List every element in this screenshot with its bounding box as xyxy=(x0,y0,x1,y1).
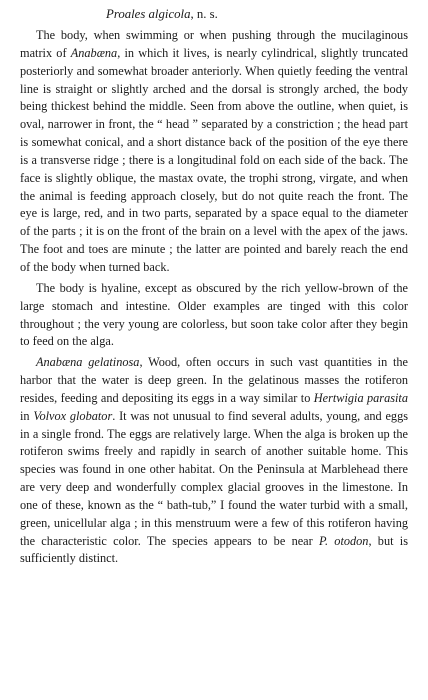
text-segment: The body is hyaline, except as obscured by the rich yellow-brown of the large stomach and intestine. Older examples are tinged with this color throughout ; the very young are colorless, but soon take color after they begin to feed on the alga. xyxy=(20,280,408,349)
text-segment: in xyxy=(20,408,34,423)
text-segment: , but is sufficiently distinct. xyxy=(20,533,408,566)
species-suffix: , n. s. xyxy=(190,7,218,21)
taxon-name: P. otodon xyxy=(319,533,369,548)
paragraph-3 xyxy=(20,354,408,568)
species-name: Proales algicola xyxy=(106,7,191,21)
taxon-name: Anabæna gelatinosa xyxy=(36,355,140,370)
text-segment: The body, when swimming or when pushing through the mucilaginous matrix of xyxy=(20,28,408,60)
text-segment: , Wood, often occurs in such vast quantities in the harbor that the water is deep green. In the gelatinous masses the rotiferon resides, feeding and depositing its eggs in a way similar to xyxy=(20,355,409,405)
text-segment: , in which it lives, is nearly cylindrical, slightly truncated posteriorly and somewhat broader anteriorly. When quietly feeding the ventral line is straight or slightly arched and the dorsal is strongly arched, the body being thickest behind the middle. Seen from above the outline, when quiet, is oval, narrower in front, the “ head ” separated by a constriction ; the head part is somewhat conical, and a short distance back of the position of the eye there is a transverse ridge ; there is a longitudinal fold on each side of the back. The face is slightly oblique, the mastax ovate, the trophi strong, virgate, and when the animal is feeding approach closely, but do not quite reach the front. The eye is large, red, and in two parts, separated by a space equal to the diameter of the parts ; it is on the front of the brain on a level with the apex of the jaws. The foot and toes are minute ; the latter are pointed and barely reach the end of the body when turned back. xyxy=(20,45,408,274)
taxon-name: Hertwigia parasita xyxy=(313,390,408,405)
taxon-name: Volvox globator xyxy=(33,408,113,423)
text-segment: . It was not unusual to find several adults, young, and eggs in a single frond. The eggs are relatively large. When the alga is broken up the rotiferon swims freely and rapidly in search of another suitable home. This species was found in one other habitat. On the Peninsula at Marblehead there are very deep and wonderfully complex glacial grooves in the limestone. In one of these, known as the “ bath-tub,” I found the water turbid with a small, green, unicellular alga ; in this menstruum were a few of this rotiferon having the characteristic color. The species appears to be near xyxy=(20,408,409,548)
paragraph-2 xyxy=(20,280,408,351)
species-heading xyxy=(20,6,408,23)
paragraph-1 xyxy=(20,27,408,277)
taxon-name: Anabæna xyxy=(70,45,118,60)
